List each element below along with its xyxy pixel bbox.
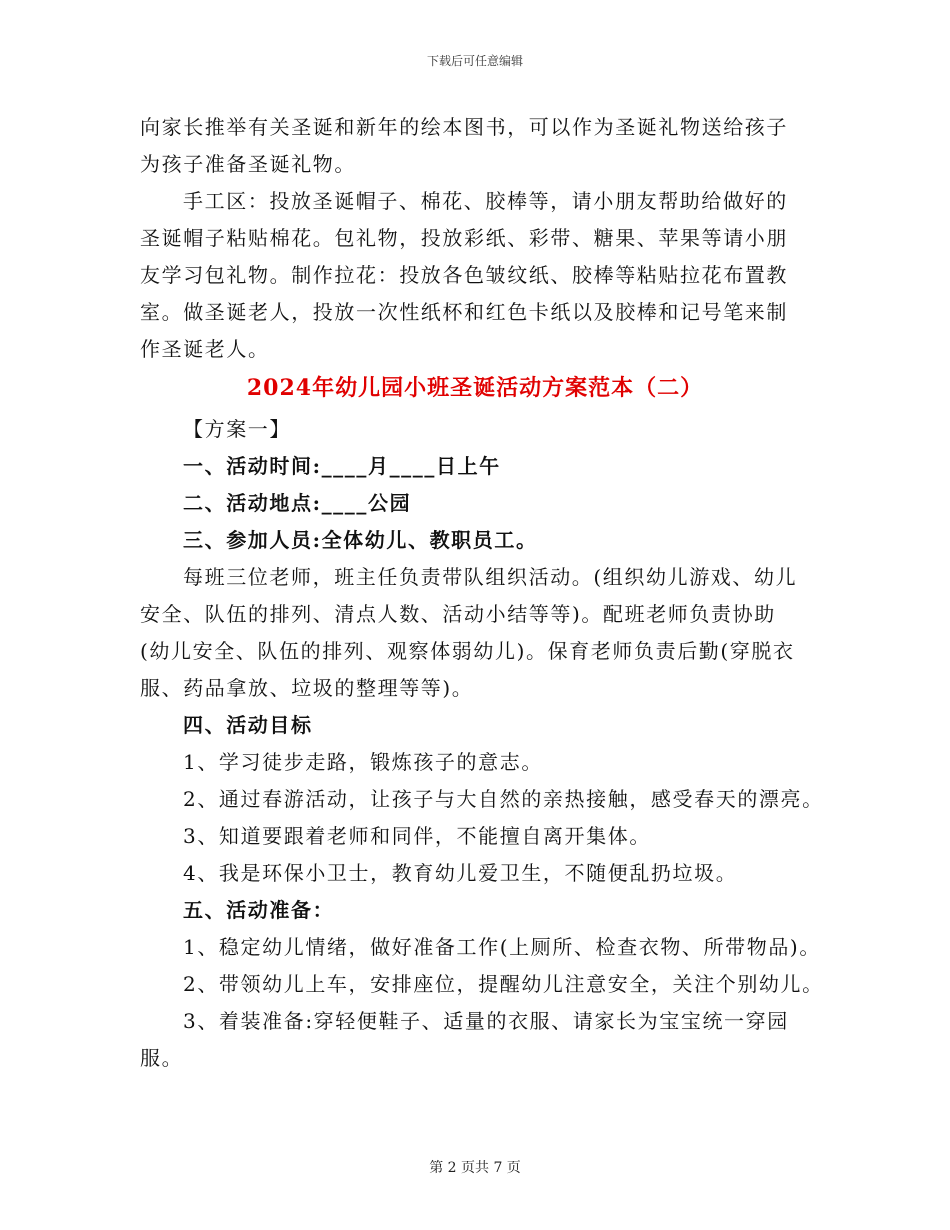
goal-item: 3、知道要跟着老师和同伴，不能擅自离开集体。 bbox=[183, 824, 651, 848]
paragraph-line: 每班三位老师，班主任负责带队组织活动。(组织幼儿游戏、幼儿 bbox=[183, 565, 798, 589]
paragraph-line: 友学习包礼物。制作拉花：投放各色皱纹纸、胶棒等粘贴拉花布置教 bbox=[140, 263, 788, 287]
heading-activity-time: 一、活动时间:____月____日上午 bbox=[183, 454, 501, 478]
preparation-item: 3、着装准备:穿轻便鞋子、适量的衣服、请家长为宝宝统一穿园 bbox=[183, 1009, 789, 1033]
goal-item: 1、学习徒步走路，锻炼孩子的意志。 bbox=[183, 750, 543, 774]
paragraph-line: 服。 bbox=[140, 1046, 184, 1070]
paragraph-line: 安全、队伍的排列、清点人数、活动小结等等)。配班老师负责协助 bbox=[140, 602, 776, 626]
preparation-item: 1、稳定幼儿情绪，做好准备工作(上厕所、检查衣物、所带物品)。 bbox=[183, 935, 821, 959]
paragraph-line: (幼儿安全、队伍的排列、观察体弱幼儿)。保育老师负责后勤(穿脱衣 bbox=[140, 639, 795, 663]
section-title: 2024年幼儿园小班圣诞活动方案范本（二） bbox=[246, 375, 704, 401]
scheme-label: 【方案一】 bbox=[183, 417, 291, 441]
heading-activity-goals: 四、活动目标 bbox=[183, 713, 313, 737]
heading-participants: 三、参加人员:全体幼儿、教职员工。 bbox=[183, 528, 538, 552]
goal-item: 2、通过春游活动，让孩子与大自然的亲热接触，感受春天的漂亮。 bbox=[183, 787, 824, 811]
paragraph-line: 为孩子准备圣诞礼物。 bbox=[140, 152, 356, 176]
paragraph-line: 向家长推举有关圣诞和新年的绘本图书，可以作为圣诞礼物送给孩子 bbox=[140, 115, 788, 139]
goal-item: 4、我是环保小卫士，教育幼儿爱卫生，不随便乱扔垃圾。 bbox=[183, 861, 738, 885]
page-header: 下载后可任意编辑 bbox=[426, 54, 523, 68]
paragraph-line: 服、药品拿放、垃圾的整理等等)。 bbox=[140, 676, 474, 700]
paragraph-line: 作圣诞老人。 bbox=[140, 337, 270, 361]
paragraph-line: 手工区：投放圣诞帽子、棉花、胶棒等，请小朋友帮助给做好的 bbox=[183, 189, 788, 213]
paragraph-line: 室。做圣诞老人，投放一次性纸杯和红色卡纸以及胶棒和记号笔来制 bbox=[140, 300, 788, 324]
page-footer: 第 2 页共 7 页 bbox=[429, 1160, 521, 1176]
heading-activity-location: 二、活动地点:____公园 bbox=[183, 491, 412, 515]
paragraph-line: 圣诞帽子粘贴棉花。包礼物，投放彩纸、彩带、糖果、苹果等请小朋 bbox=[140, 226, 788, 250]
preparation-item: 2、带领幼儿上车，安排座位，提醒幼儿注意安全，关注个别幼儿。 bbox=[183, 972, 824, 996]
heading-activity-preparation: 五、活动准备： bbox=[183, 898, 335, 922]
